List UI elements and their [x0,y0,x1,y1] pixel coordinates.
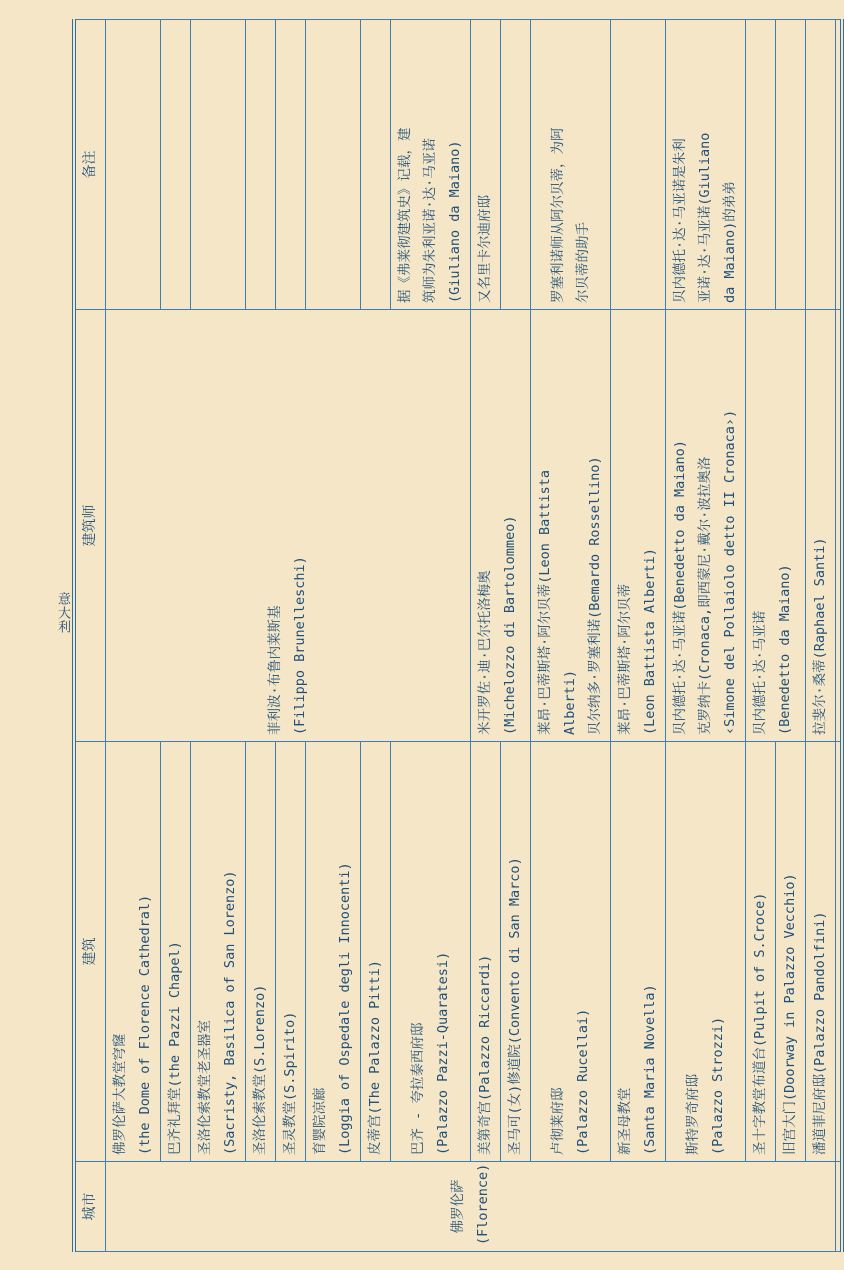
building-cell [106,742,161,1162]
architect-line: (Michelozzo di Bartolommeo) [502,515,518,735]
building-cell [666,742,746,1162]
building-line: 潘道菲尼府邸(Palazzo Pandolfini) [812,911,828,1155]
city-cell [106,1162,836,1252]
architect-line: (Filippo Brunelleschi) [292,556,308,735]
architect-cell [666,310,746,742]
notes-cell [806,20,836,310]
table-row [531,20,611,1252]
building-line: 佛罗伦萨大教堂穹窿 [112,1033,128,1155]
notes-line: da Maiano)的弟弟 [722,181,738,303]
empty-cell [836,742,843,1162]
building-line: (Palazzo Rucellai) [574,1008,591,1155]
building-cell [276,742,306,1162]
building-line: (Palazzo Pazzi-Quaratesi) [434,951,451,1155]
rotated-table-container [72,20,828,1252]
architect-cell [611,310,666,742]
architect-line: Alberti) [562,669,578,735]
header-row [74,20,106,1252]
architect-line: 莱昂·巴蒂斯塔·阿尔贝蒂 [617,583,633,735]
building-line: 圣十字教堂布道台(Pulpit of S.Croce) [752,892,768,1155]
notes-cell [501,20,531,310]
empty-cell [836,1162,843,1252]
header-city: 城市 [74,1162,106,1252]
building-line: (Palazzo Strozzi) [709,1016,726,1155]
building-line: 巴齐礼拜堂(the Pazzi Chapel) [167,941,183,1155]
architect-line: 贝尔纳多·罗塞利诺(Bemardo Rossellino) [587,456,603,735]
notes-cell [106,20,161,310]
architect-line: (Leon Battista Alberti) [642,548,658,735]
empty-cell [836,20,843,310]
building-line: (Sacristy, Basilica of San Lorenzo) [222,870,238,1155]
city-name: 佛罗伦萨 [449,1179,466,1234]
building-cell [806,742,836,1162]
notes-cell [246,20,276,310]
notes-cell [746,20,776,310]
notes-cell [666,20,746,310]
building-line: 卢彻莱府邸 [549,1087,566,1155]
building-line: 旧宫大门(Doorway in Palazzo Vecchio) [782,873,798,1155]
building-line: (Santa Maria Novella) [642,984,658,1155]
architect-line: 拉斐尔·桑蒂(Raphael Santi) [812,537,828,735]
notes-cell [611,20,666,310]
building-cell [246,742,276,1162]
building-cell [746,742,776,1162]
table-row [806,20,836,1252]
table-row [106,20,161,1252]
architect-cell [471,310,531,742]
architect-cell [806,310,836,742]
building-cell [611,742,666,1162]
notes-line: (Giuliano da Maiano) [447,140,463,303]
building-line: 皮蒂宫(The Palazzo Pitti) [367,960,383,1155]
city-name-en: (Florence) [474,1163,491,1245]
building-cell [531,742,611,1162]
empty-cell [836,310,843,742]
building-cell [306,742,361,1162]
notes-cell [161,20,191,310]
building-line: 圣洛伦索教堂老圣器室 [197,1020,213,1155]
building-cell [361,742,391,1162]
notes-cell [471,20,501,310]
building-cell [391,742,471,1162]
architect-line: ‹Simone del Pollaiolo detto II Cronaca›) [722,409,738,735]
notes-line: 亚诺·达·马亚诺(Giuliano [697,132,713,303]
architect-line: 贝内德托·达·马亚诺(Benedetto da Maiano) [672,440,688,735]
building-line: 新圣母教堂 [617,1087,633,1155]
notes-line: 筑师为朱利亚诺·达·马亚诺 [422,138,438,303]
building-cell [161,742,191,1162]
architect-line: (Benedetto da Maiano) [777,564,793,735]
header-architect: 建筑师 [74,310,106,742]
header-building: 建筑 [74,742,106,1162]
building-line: 巴齐 - 夸拉泰西府邸 [409,1022,426,1155]
notes-cell [531,20,611,310]
building-cell [776,742,806,1162]
building-line: 圣马可(女)修道院(Convento di San Marco) [507,857,523,1155]
table-row [666,20,746,1252]
architect-cell [746,310,806,742]
notes-cell [191,20,246,310]
architect-line: 克罗纳卡(Cronaca,即西蒙尼·戴尔·波拉奥洛 [697,456,713,735]
building-line: 育婴院凉廊 [312,1087,328,1155]
building-cell [191,742,246,1162]
architect-line: 菲利波·布鲁内莱斯基 [267,605,283,735]
page-title: 意大利 [55,592,70,634]
architecture-table [72,19,844,1252]
building-line: (the Dome of Florence Cathedral) [137,894,153,1155]
architect-line: 米开罗佐·迪·巴尔托洛梅奥 [477,570,493,735]
building-line: (Loggia of Ospedale degli Innocenti) [337,862,353,1155]
architect-line: 莱昂·巴蒂斯塔·阿尔贝蒂(Leon Battista [537,469,553,735]
table-row [471,20,501,1252]
architect-cell [531,310,611,742]
table-row [746,20,776,1252]
notes-cell [776,20,806,310]
notes-cell [306,20,361,310]
notes-cell [391,20,471,310]
notes-line: 罗塞利诺师从阿尔贝蒂，为阿 [549,127,566,303]
building-line: 圣灵教堂(S.Spirito) [282,1011,298,1155]
building-line: 斯特罗奇府邸 [684,1074,701,1155]
architect-line: 贝内德托·达·马亚诺 [752,610,768,735]
building-line: 美第奇宫(Palazzo Riccardi) [477,954,493,1155]
building-line: 圣洛伦索教堂(S.Lorenzo) [252,984,268,1155]
notes-line: 尔贝蒂的助手 [574,222,591,303]
notes-cell [276,20,306,310]
building-cell [501,742,531,1162]
table-row [611,20,666,1252]
architect-cell [106,310,471,742]
notes-line: 贝内德托·达·马亚诺是朱利 [672,138,688,303]
table-row-filler [836,20,843,1252]
header-notes: 备注 [74,20,106,310]
notes-line: 据《弗莱彻建筑史》记载，建 [397,127,413,303]
building-cell [471,742,501,1162]
notes-cell [361,20,391,310]
notes-line: 又名里卡尔迪府邸 [477,195,493,303]
